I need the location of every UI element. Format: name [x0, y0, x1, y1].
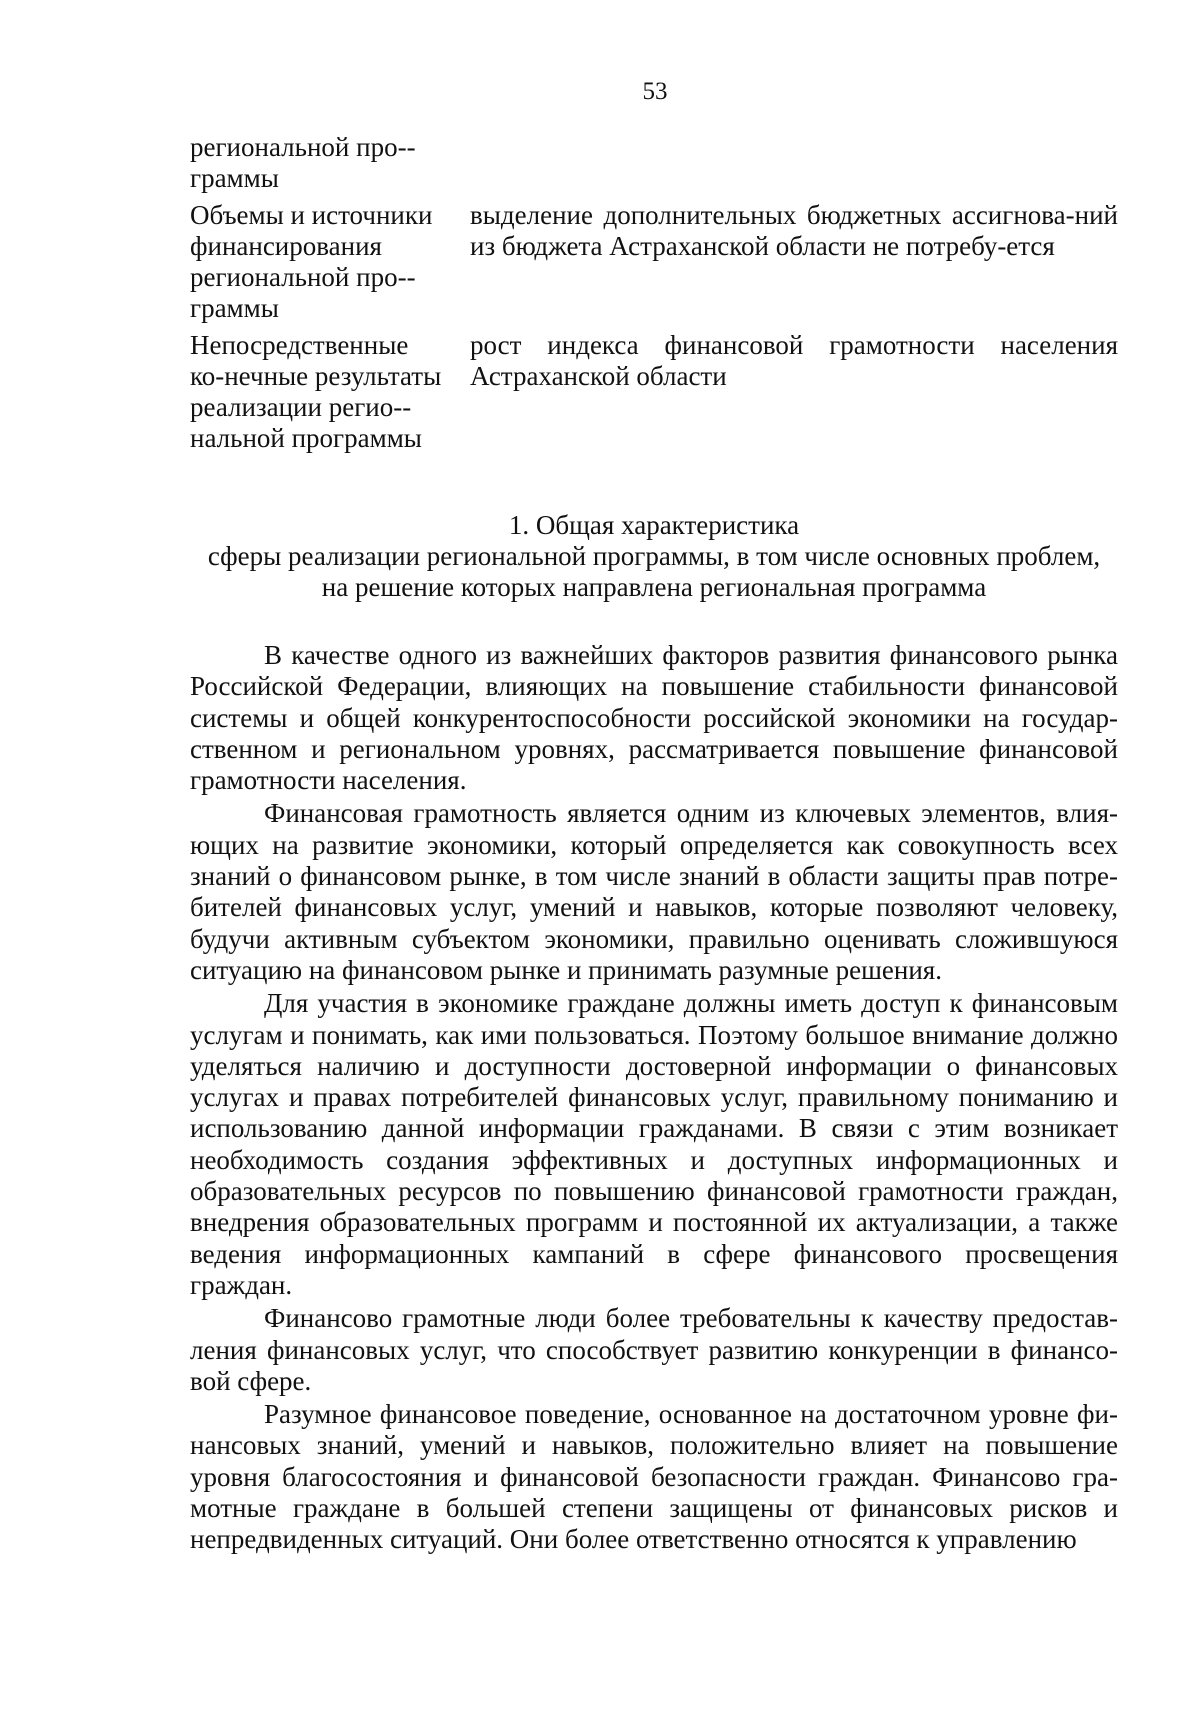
passport-row-label: Объемы и источники финансирования региональной про-граммы	[190, 200, 433, 323]
section-heading-line: на решение которых направлена региональная программа	[321, 572, 987, 602]
page-number: 53	[642, 78, 668, 105]
passport-row	[190, 132, 1118, 200]
section-heading-line: сферы реализации региональной программы, в том числе основных проблем,	[207, 541, 1101, 571]
section-heading	[190, 510, 1118, 603]
passport-row-value	[445, 132, 1118, 200]
passport-row-label: региональной про-граммы	[190, 132, 416, 193]
program-passport-table	[190, 132, 1118, 460]
section-body	[190, 640, 1118, 1558]
passport-row-label: Непосредственные ко-нечные результаты реализации регио-нальной программы	[190, 330, 442, 453]
body-paragraph: Разумное финансовое поведение, основанное на достаточном уровне финансовых знаний, умений и навыков, положительно влияет на повышение уровня благосостояния и финансовой безопасности граждан. Финансово грамотные граждане в большей степени защищены от финансовых рисков и непредвиденных ситуаций. Они более ответственно относятся к управлению	[190, 1399, 1118, 1555]
body-paragraph: В качестве одного из важнейших факторов развития финансового рынка Российской Федерации, влияющих на повышение стабильности финансовой системы и общей конкурентоспособности российской экономики на государственном и региональном уровнях, рассматривается повышение финансовой грамотности населения.	[190, 640, 1118, 796]
section-heading-line: 1. Общая характеристика	[508, 510, 800, 540]
body-paragraph: Финансово грамотные люди более требовательны к качеству предоставления финансовых услуг, что способствует развитию конкуренции в финансовой сфере.	[190, 1303, 1118, 1396]
passport-row	[190, 200, 1118, 330]
passport-row-value: рост индекса финансовой грамотности населения Астраханской области	[470, 330, 1118, 391]
passport-row	[190, 330, 1118, 460]
body-paragraph: Для участия в экономике граждане должны иметь доступ к финансовым услугам и понимать, как ими пользоваться. Поэтому большое внимание должно уделяться наличию и доступности достоверной информации о финансовых услугах и правах потребителей финансовых услуг, правильному пониманию и использованию данной информации гражданами. В связи с этим возникает необходимость создания эффективных и доступных информационных и образовательных ресурсов по повышению финансовой грамотности граждан, внедрения образовательных программ и постоянной их актуализации, а также ведения информационных кампаний в сфере финансового просвещения граждан.	[190, 988, 1118, 1300]
body-paragraph: Финансовая грамотность является одним из ключевых элементов, влияющих на развитие экономики, который определяется как совокупность всех знаний о финансовом рынке, в том числе знаний в области защиты прав потребителей финансовых услуг, умений и навыков, которые позволяют человеку, будучи активным субъектом экономики, правильно оценивать сложившуюся ситуацию на финансовом рынке и принимать разумные решения.	[190, 798, 1118, 985]
passport-row-value: выделение дополнительных бюджетных ассигнова-ний из бюджета Астраханской области не потребу-ется	[470, 200, 1118, 261]
